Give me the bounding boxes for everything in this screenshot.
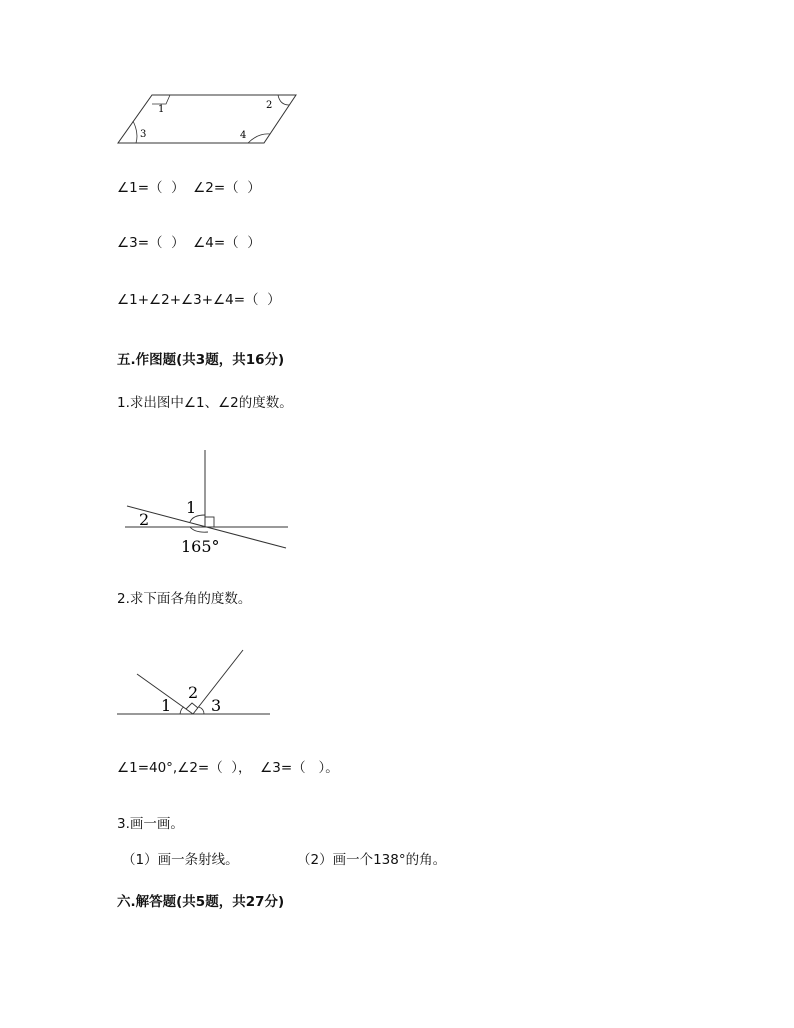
question3-item1: （1）画一条射线。 — [122, 852, 239, 868]
question3-item2: （2）画一个138°的角。 — [297, 852, 447, 868]
angle165-label: 165° — [181, 537, 220, 556]
angle2-label: 2 — [188, 683, 199, 702]
question3-text: 3.画一画。 — [117, 816, 184, 832]
angle-blanks-line1: ∠1=（ ） ∠2=（ ） — [117, 180, 261, 196]
angle3-label: 3 — [140, 129, 147, 140]
angle-sum-line: ∠1+∠2+∠3+∠4=（ ） — [117, 292, 281, 308]
question1-text: 1.求出图中∠1、∠2的度数。 — [117, 395, 293, 411]
angle2-label: 2 — [139, 510, 150, 529]
section6-title: 六.解答题(共5题，共27分) — [117, 894, 285, 910]
section5-title: 五.作图题(共3题，共16分) — [117, 352, 285, 368]
angle3-label: 3 — [211, 696, 222, 715]
angle1-label: 1 — [161, 696, 172, 715]
angle4-label: 4 — [240, 130, 247, 141]
angle3-arc — [199, 707, 204, 714]
angle-blanks-line2: ∠3=（ ） ∠4=（ ） — [117, 235, 261, 251]
angle1-label: 1 — [158, 104, 165, 115]
question2-text: 2.求下面各角的度数。 — [117, 591, 252, 607]
angle2-label: 2 — [266, 100, 273, 111]
angle1-label: 1 — [186, 498, 197, 517]
right-angle-mark — [186, 703, 198, 709]
angle1-arc — [180, 707, 184, 714]
question2-answer-line: ∠1=40°,∠2=（ ）， ∠3=（ ）。 — [117, 760, 339, 776]
